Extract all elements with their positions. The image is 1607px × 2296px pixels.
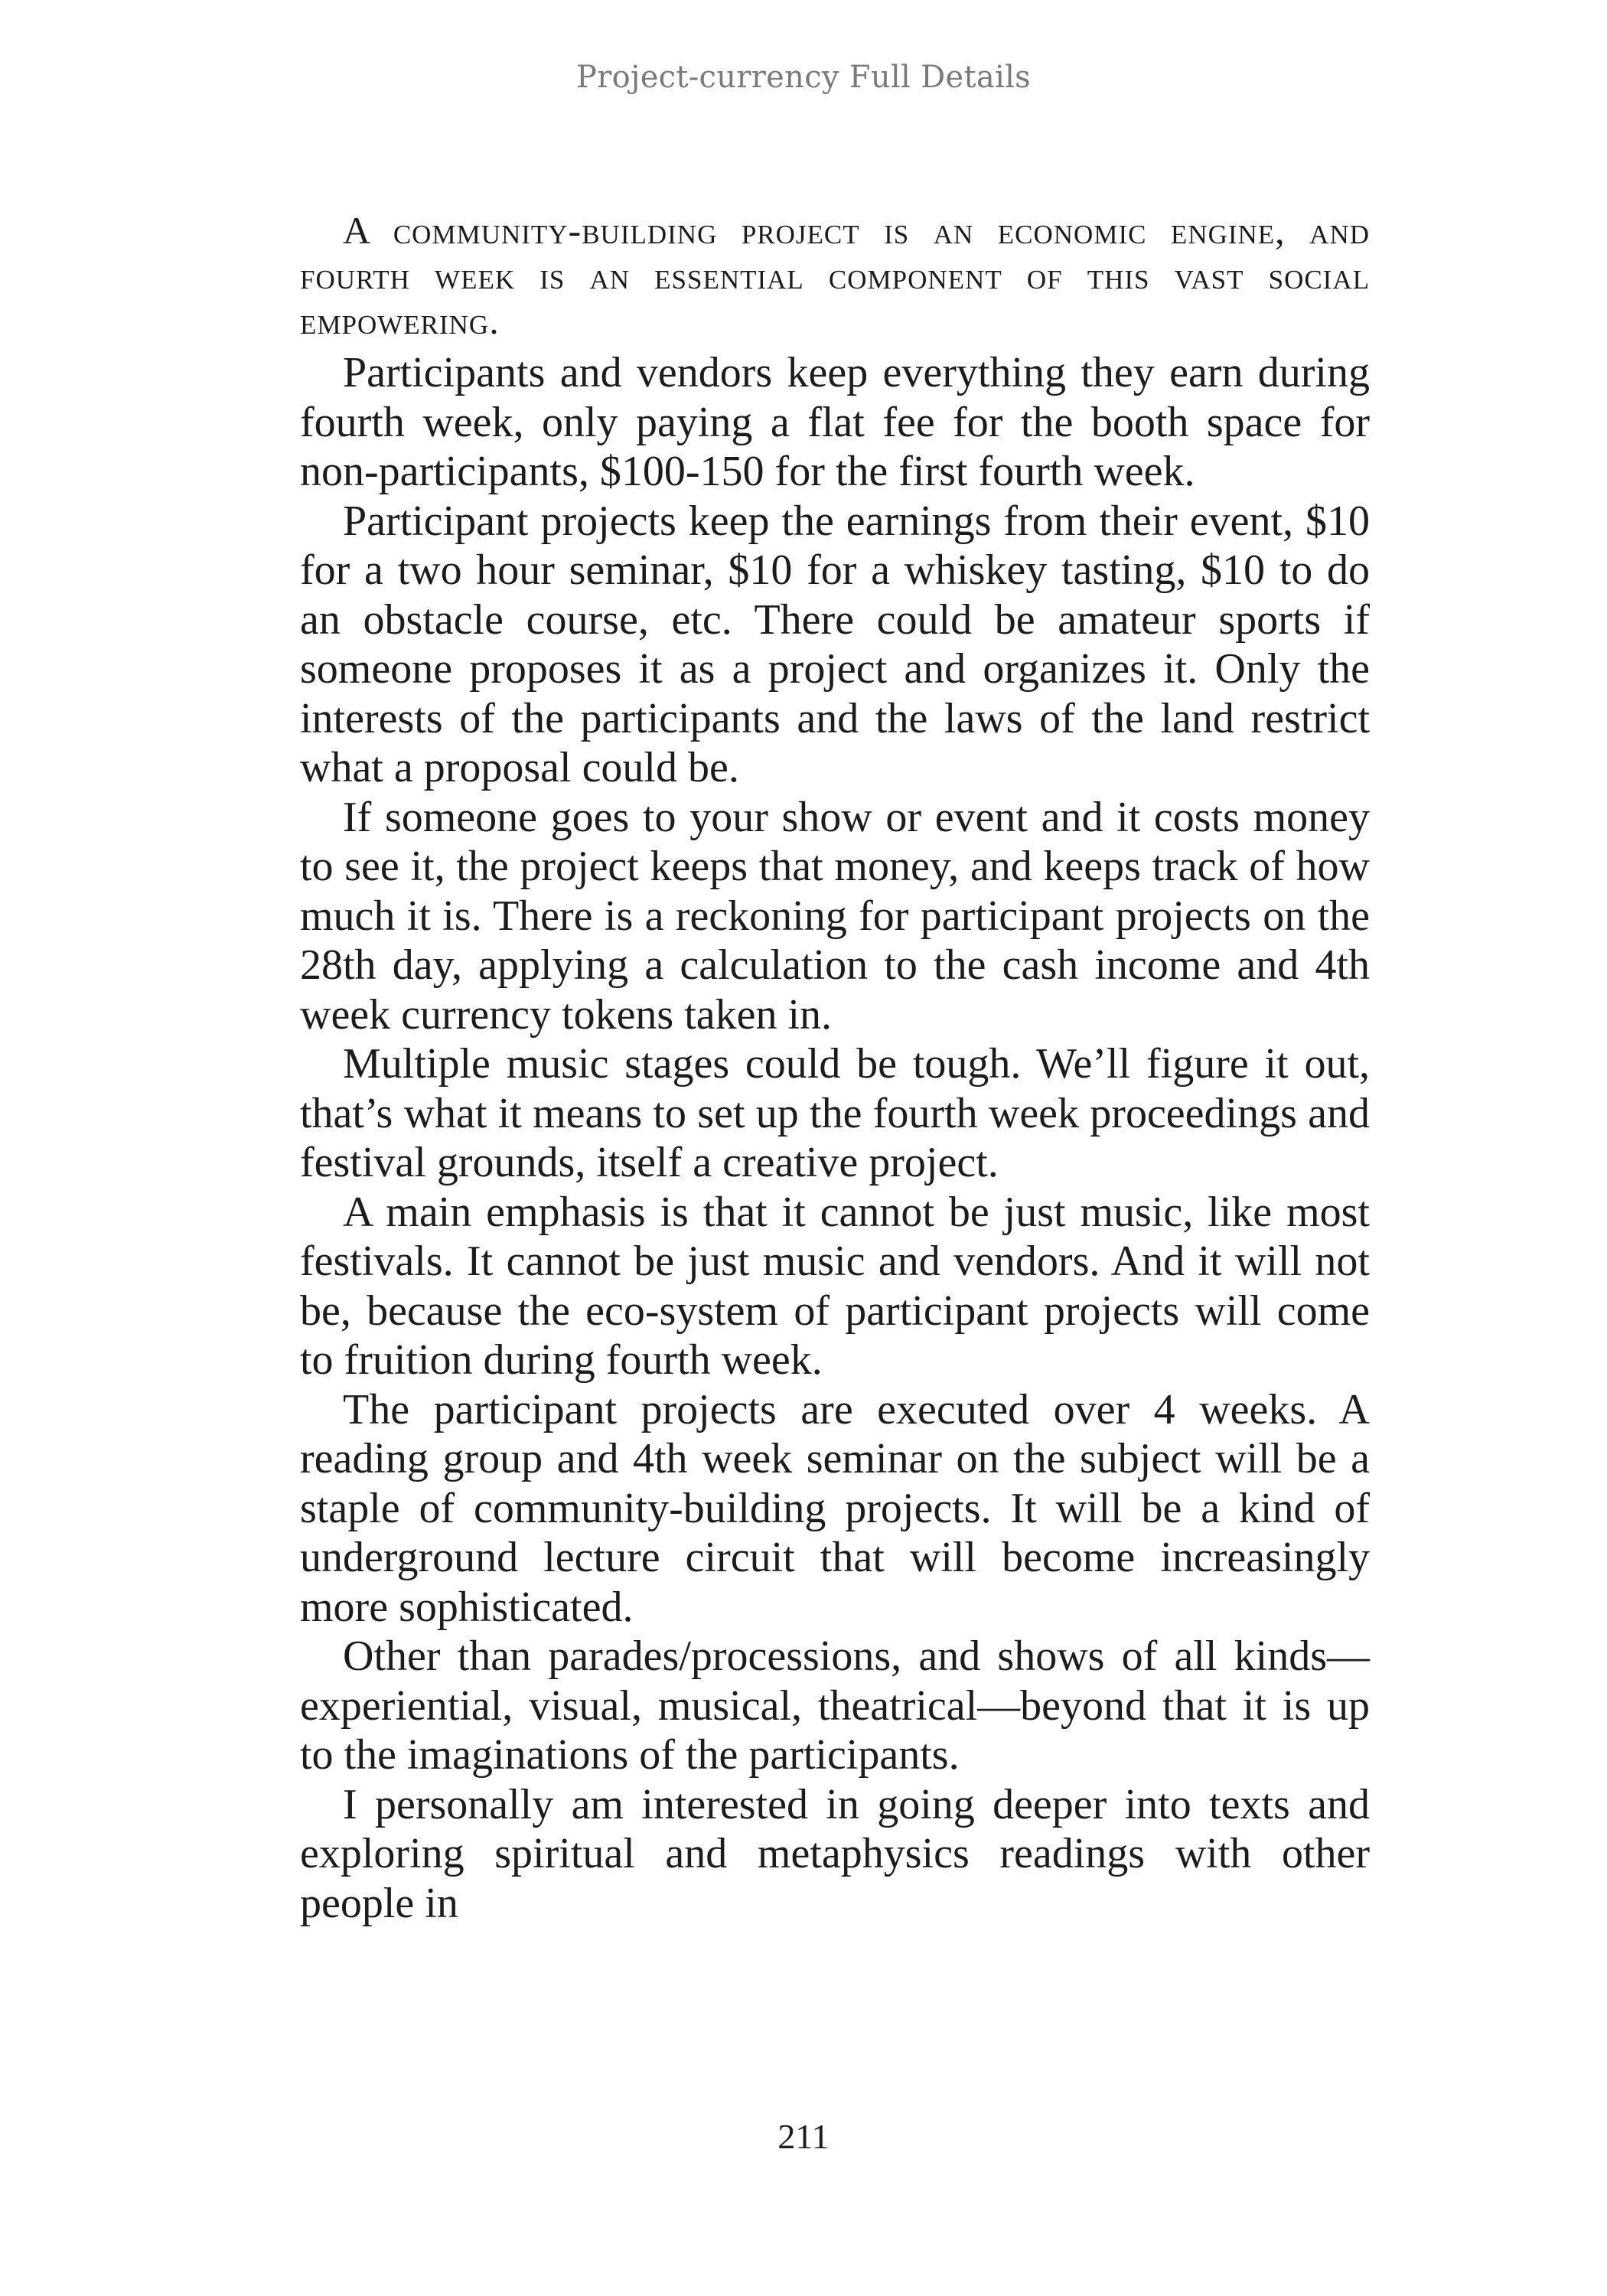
paragraph: A main emphasis is that it cannot be just music, like most festivals. It cannot be just music and vendors. And it will not be, because the eco-system of participant projects will come to fruition during fourth week. <box>300 1188 1370 1384</box>
paragraph: Participants and vendors keep everything they earn during fourth week, only paying a flat fee for the booth space for non-participants, $100-150 for the first fourth week. <box>300 349 1370 495</box>
paragraph: The participant projects are executed over 4 weeks. A reading group and 4th week seminar on the subject will be a staple of community-building projects. It will be a kind of underground lecture circuit that will become increasingly more sophisticated. <box>300 1385 1370 1631</box>
paragraph: Multiple music stages could be tough. We’ll figure it out, that’s what it means to set up the fourth week proceedings and festival grounds, itself a creative project. <box>300 1040 1370 1186</box>
paragraph: I personally am interested in going deeper into texts and exploring spiritual and metaphysics readings with other people in <box>300 1780 1370 1927</box>
paragraph: If someone goes to your show or event and it costs money to see it, the project keeps that money, and keeps track of how much it is. There is a reckoning for participant projects on the 28th day, applying a calculation to the cash income and 4th week currency tokens taken in. <box>300 793 1370 1039</box>
running-head-title: Project-currency Full Details <box>575 60 1032 95</box>
opening-paragraph: A community-building project is an economic engine, and fourth week is an essential component of this vast social empowering. <box>300 209 1370 342</box>
paragraph: Other than parades/processions, and shows of all kinds—experiential, visual, musical, theatrical—beyond that it is up to the imaginations of the participants. <box>300 1632 1370 1779</box>
paragraph: Participant projects keep the earnings from their event, $10 for a two hour seminar, $10 for a whiskey tasting, $10 to do an obstacle course, etc. There could be amateur sports if someone proposes it as a project and organizes it. Only the interests of the participants and the laws of the land restrict what a proposal could be. <box>300 497 1370 791</box>
page-number: 211 <box>777 2117 830 2156</box>
body-text <box>300 208 1370 1928</box>
